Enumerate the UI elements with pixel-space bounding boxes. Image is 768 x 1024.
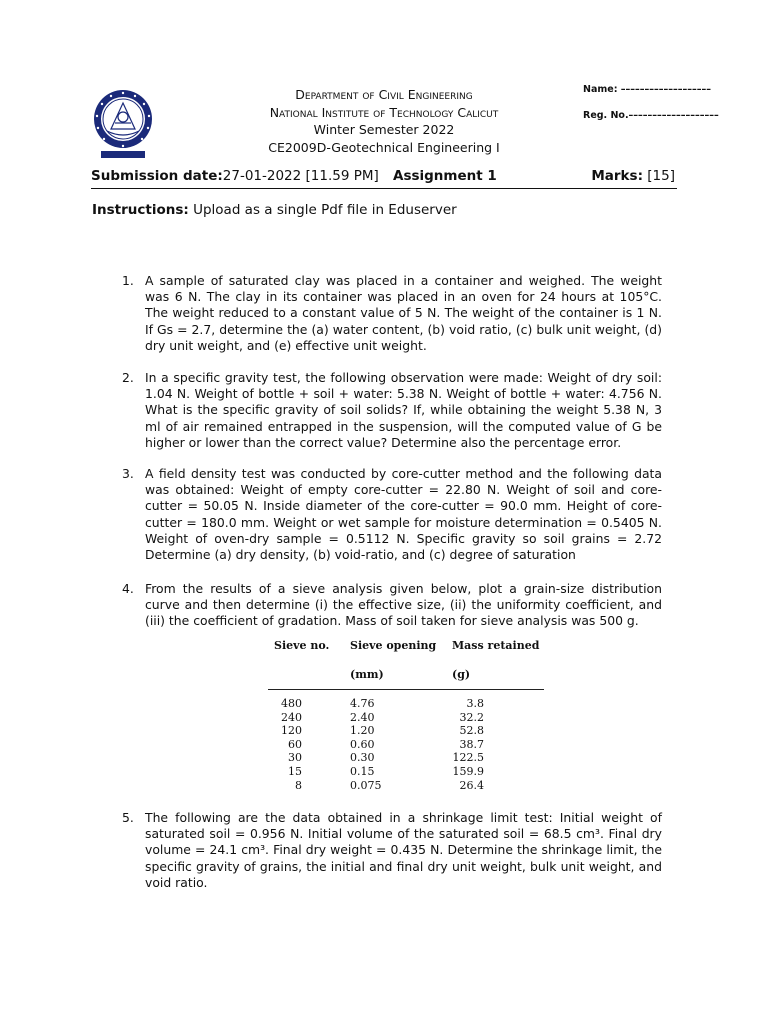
cell-sieve-no: 240 [281,710,302,724]
cell-mass: 3.8 [466,697,484,710]
cell-mass: 32.2 [459,710,484,724]
table-header [268,637,544,690]
question-2 [122,370,662,451]
cell-mass: 26.4 [459,778,484,792]
cell-opening: 0.075 [350,778,382,792]
department-header [230,86,538,156]
cell-sieve-no: 480 [281,697,302,710]
question-text: In a specific gravity test, the following observation were made: Weight of dry soil: 1.04 N. Weight of bottle + soil + water: 5.38 N. Weight of bottle + water: 4.756 N. What is the specific gravity of soil solids? If, while obtaining the weight 5.38 N, 3 ml of air remained entrapped in the suspension, will the computed value of G be higher or lower than the correct value? Determine also the percentage error. [145,370,662,450]
question-text: A sample of saturated clay was placed in a container and weighed. The weight was 6 N. The clay in its container was placed in an oven for 24 hours at 105°C. The weight reduced to a constant value of 5 N. The weight of the container is 1 N. If Gs = 2.7, determine the (a) water content, (b) void ratio, (c) bulk unit weight, (d) dry unit weight, and (e) effective unit weight. [145,273,662,353]
marks-value: [15] [642,168,675,184]
student-info-block [583,77,719,129]
question-text: A field density test was conducted by core-cutter method and the following data was obtained: Weight of empty core-cutter = 22.80 N. Weight of soil and core-cutter = 50.05 N. Inside diameter of the core-cutter = 90.0 mm. Height of core-cutter = 180.0 mm. Weight or wet sample for moisture determination = 0.5405 N. Weight of oven-dry sample = 0.5112 N. Specific gravity so soil grains = 2.72 Determine (a) dry density, (b) void-ratio, and (c) degree of saturation [145,466,662,563]
submission-date-value: 27-01-2022 [11.59 PM] [222,168,379,184]
cell-mass: 38.7 [459,737,484,751]
question-text: From the results of a sieve analysis given below, plot a grain-size distribution curve and then determine (i) the effective size, (ii) the uniformity coefficient, and (iii) the coefficient of gradation. Mass of soil taken for sieve analysis was 500 g. [145,581,662,629]
cell-opening: 1.20 [350,724,375,738]
header-mass-retained: Mass retained [452,639,540,652]
question-4 [122,581,662,630]
table-row [268,724,544,738]
submission-row [91,166,677,189]
cell-mass: 159.9 [452,764,484,778]
cell-mass: 122.5 [452,751,484,765]
cell-opening: 4.76 [350,697,375,710]
table-row [268,738,544,752]
semester: Winter Semester 2022 [313,122,455,137]
unit-g: (g) [452,668,471,681]
cell-sieve-no: 60 [288,737,302,751]
cell-opening: 0.15 [350,764,375,778]
question-number: 1. [122,273,134,288]
table-row [268,697,544,711]
header-sieve-no: Sieve no. [274,639,330,652]
cell-sieve-no: 15 [288,764,302,778]
institute-name: National Institute of Technology Calicut [269,104,499,120]
cell-sieve-no: 8 [295,778,302,792]
sieve-analysis-table [268,637,544,792]
submission-date-label: Submission date: [91,168,223,184]
cell-sieve-no: 30 [288,751,302,765]
reg-no-field-label: Reg. No.––––––––––––––––––– [583,110,719,121]
department-name: Department of Civil Engineering [295,87,473,102]
table-body [268,690,544,792]
unit-mm: (mm) [350,668,384,681]
header-sieve-opening: Sieve opening [350,639,437,652]
table-row [268,711,544,725]
question-number: 5. [122,810,134,825]
nit-calicut-logo-icon [91,89,155,159]
assignment-title: Assignment 1 [393,168,497,184]
table-row [268,779,544,793]
question-text: The following are the data obtained in a shrinkage limit test: Initial weight of saturated soil = 0.956 N. Initial volume of the saturated soil = 68.5 cm³. Final dry volume = 24.1 cm³. Final dry weight = 0.435 N. Determine the shrinkage limit, the specific gravity of grains, the initial and final dry unit weight, bulk unit weight, and void ratio. [145,810,662,890]
question-number: 3. [122,466,134,481]
course-title: CE2009D-Geotechnical Engineering I [268,139,500,155]
cell-mass: 52.8 [459,724,484,738]
question-3 [122,466,662,563]
question-1 [122,273,662,354]
instructions [92,202,457,218]
table-row [268,751,544,765]
name-field-label: Name: ––––––––––––––––––– [583,84,712,95]
cell-opening: 0.60 [350,737,375,751]
question-number: 4. [122,581,134,596]
cell-opening: 0.30 [350,751,375,765]
question-5 [122,810,662,891]
instructions-label: Instructions: [92,202,189,218]
question-number: 2. [122,370,134,385]
cell-opening: 2.40 [350,710,375,724]
instructions-text: Upload as a single Pdf file in Eduserver [188,202,457,218]
cell-sieve-no: 120 [281,724,302,738]
marks-label: Marks: [591,168,643,184]
table-row [268,765,544,779]
